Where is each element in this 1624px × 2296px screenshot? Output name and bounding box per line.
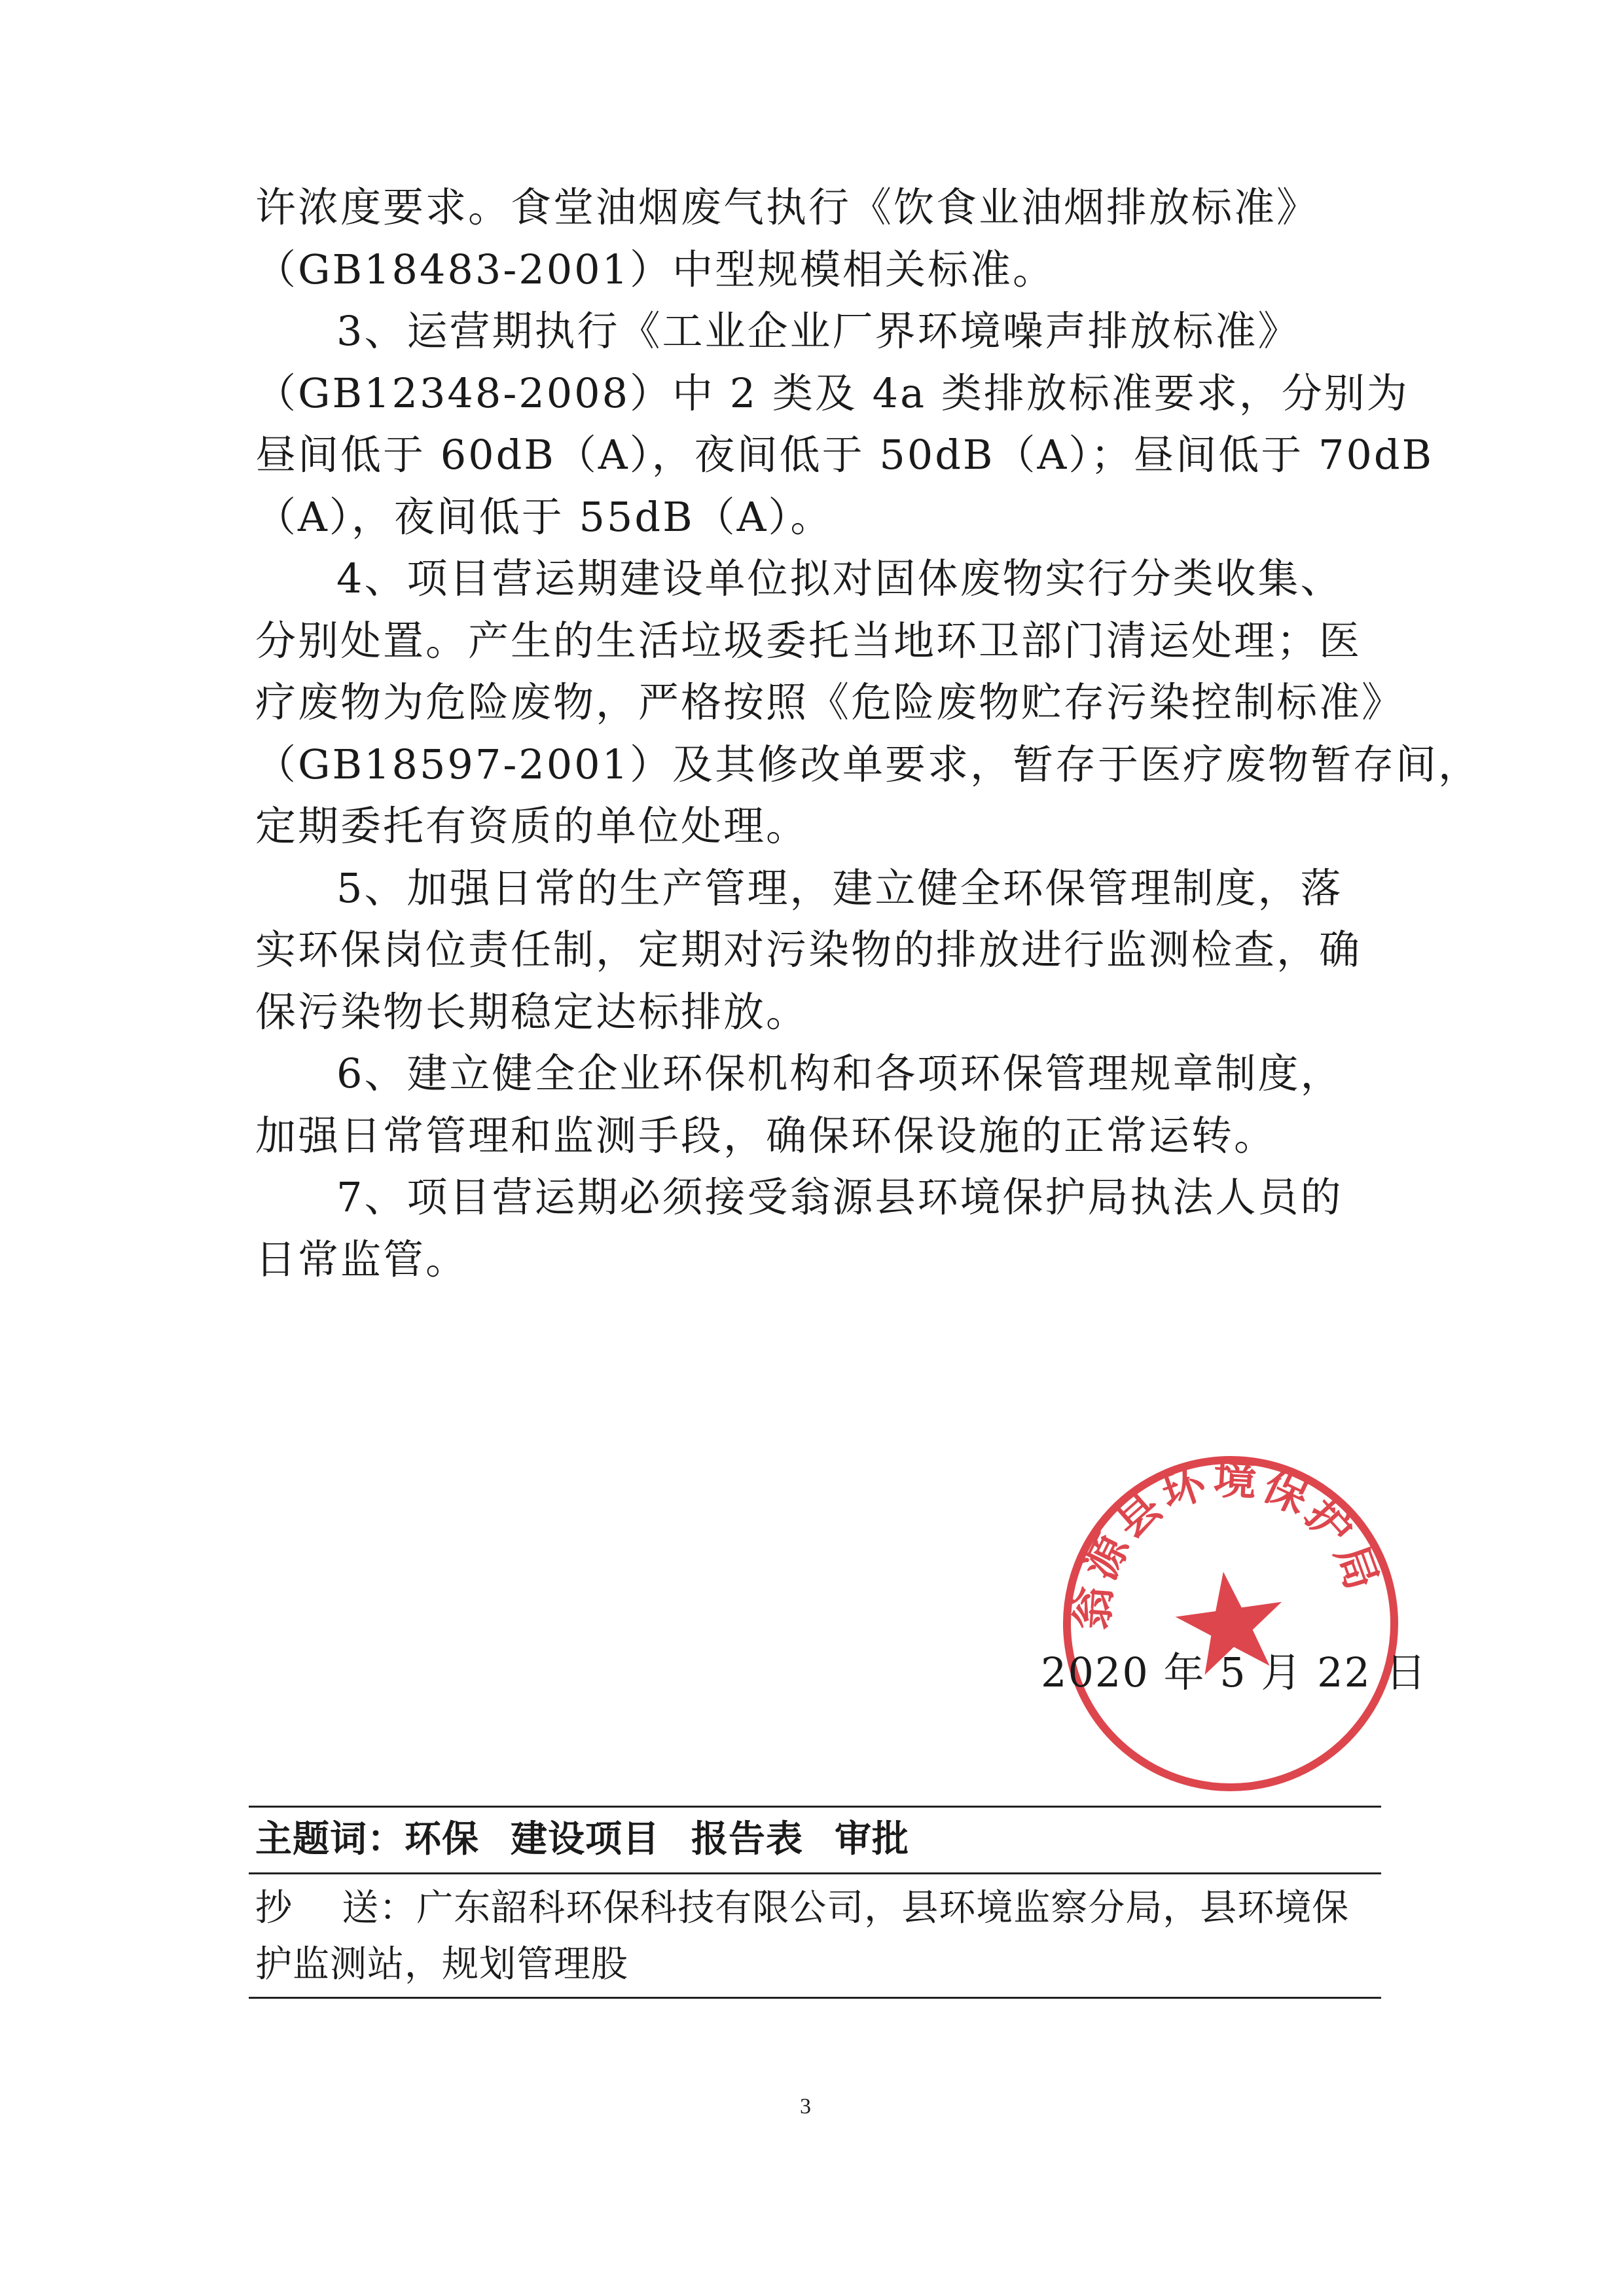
body-line: 加强日常管理和监测手段，确保环保设施的正常运转。 [255,1111,1277,1159]
body-line: （GB18483-2001）中型规模相关标准。 [255,245,1056,293]
keyword-item: 建设项目 [511,1818,660,1861]
body-line: 7、项目营运期必须接受翁源县环境保护局执法人员的 [336,1173,1343,1221]
official-seal [1031,1424,1430,1823]
subject-keywords [255,1813,941,1866]
body-line: 5、加强日常的生产管理，建立健全环保管理制度，落 [336,864,1343,912]
seal-text: 翁源县环境保护局 [1067,1453,1389,1631]
body-line: 实环保岗位责任制，定期对污染物的排放进行监测检查，确 [255,926,1362,974]
body-line: 保污染物长期稳定达标排放。 [255,987,809,1036]
body-line: 分别处置。产生的生活垃圾委托当地环卫部门清运处理；医 [255,616,1362,665]
cc-line: 抄 送：广东韶科环保科技有限公司，县环境监察分局，县环境保 [255,1887,1350,1929]
body-line: （GB12348-2008）中 2 类及 4a 类排放标准要求，分别为 [255,369,1409,417]
keywords-label: 主题词： [255,1818,405,1861]
divider-middle [249,1872,1381,1874]
body-line: （GB18597-2001）及其修改单要求，暂存于医疗废物暂存间， [255,740,1481,788]
body-line: 4、项目营运期建设单位拟对固体废物实行分类收集、 [336,555,1343,602]
body-line: 定期委托有资质的单位处理。 [255,802,809,850]
body-line: 6、建立健全企业环保机构和各项环保管理规章制度， [336,1049,1343,1097]
cc-line: 护监测站，规划管理股 [255,1943,628,1986]
document-date: 2020 年 5 月 22 日 [1041,1649,1428,1696]
body-line: 许浓度要求。食堂油烟废气执行《饮食业油烟排放标准》 [255,183,1320,231]
divider-top [249,1806,1381,1808]
body-line: 疗废物为危险废物，严格按照《危险废物贮存污染控制标准》 [255,678,1405,726]
cc-block [255,1880,1381,1993]
keyword-item: 审批 [835,1818,909,1861]
keyword-item: 环保 [405,1818,479,1861]
body-line: （A），夜间低于 55dB（A）。 [255,492,833,541]
body-line: 昼间低于 60dB（A），夜间低于 50dB（A）；昼间低于 70dB [255,431,1434,479]
page-number: 3 [800,2094,811,2119]
keyword-item: 报告表 [691,1818,803,1861]
body-line: 3、运营期执行《工业企业厂界环境噪声排放标准》 [336,307,1301,355]
divider-bottom [249,1997,1381,1999]
body-text [255,177,1481,1290]
body-line: 日常监管。 [255,1235,469,1283]
